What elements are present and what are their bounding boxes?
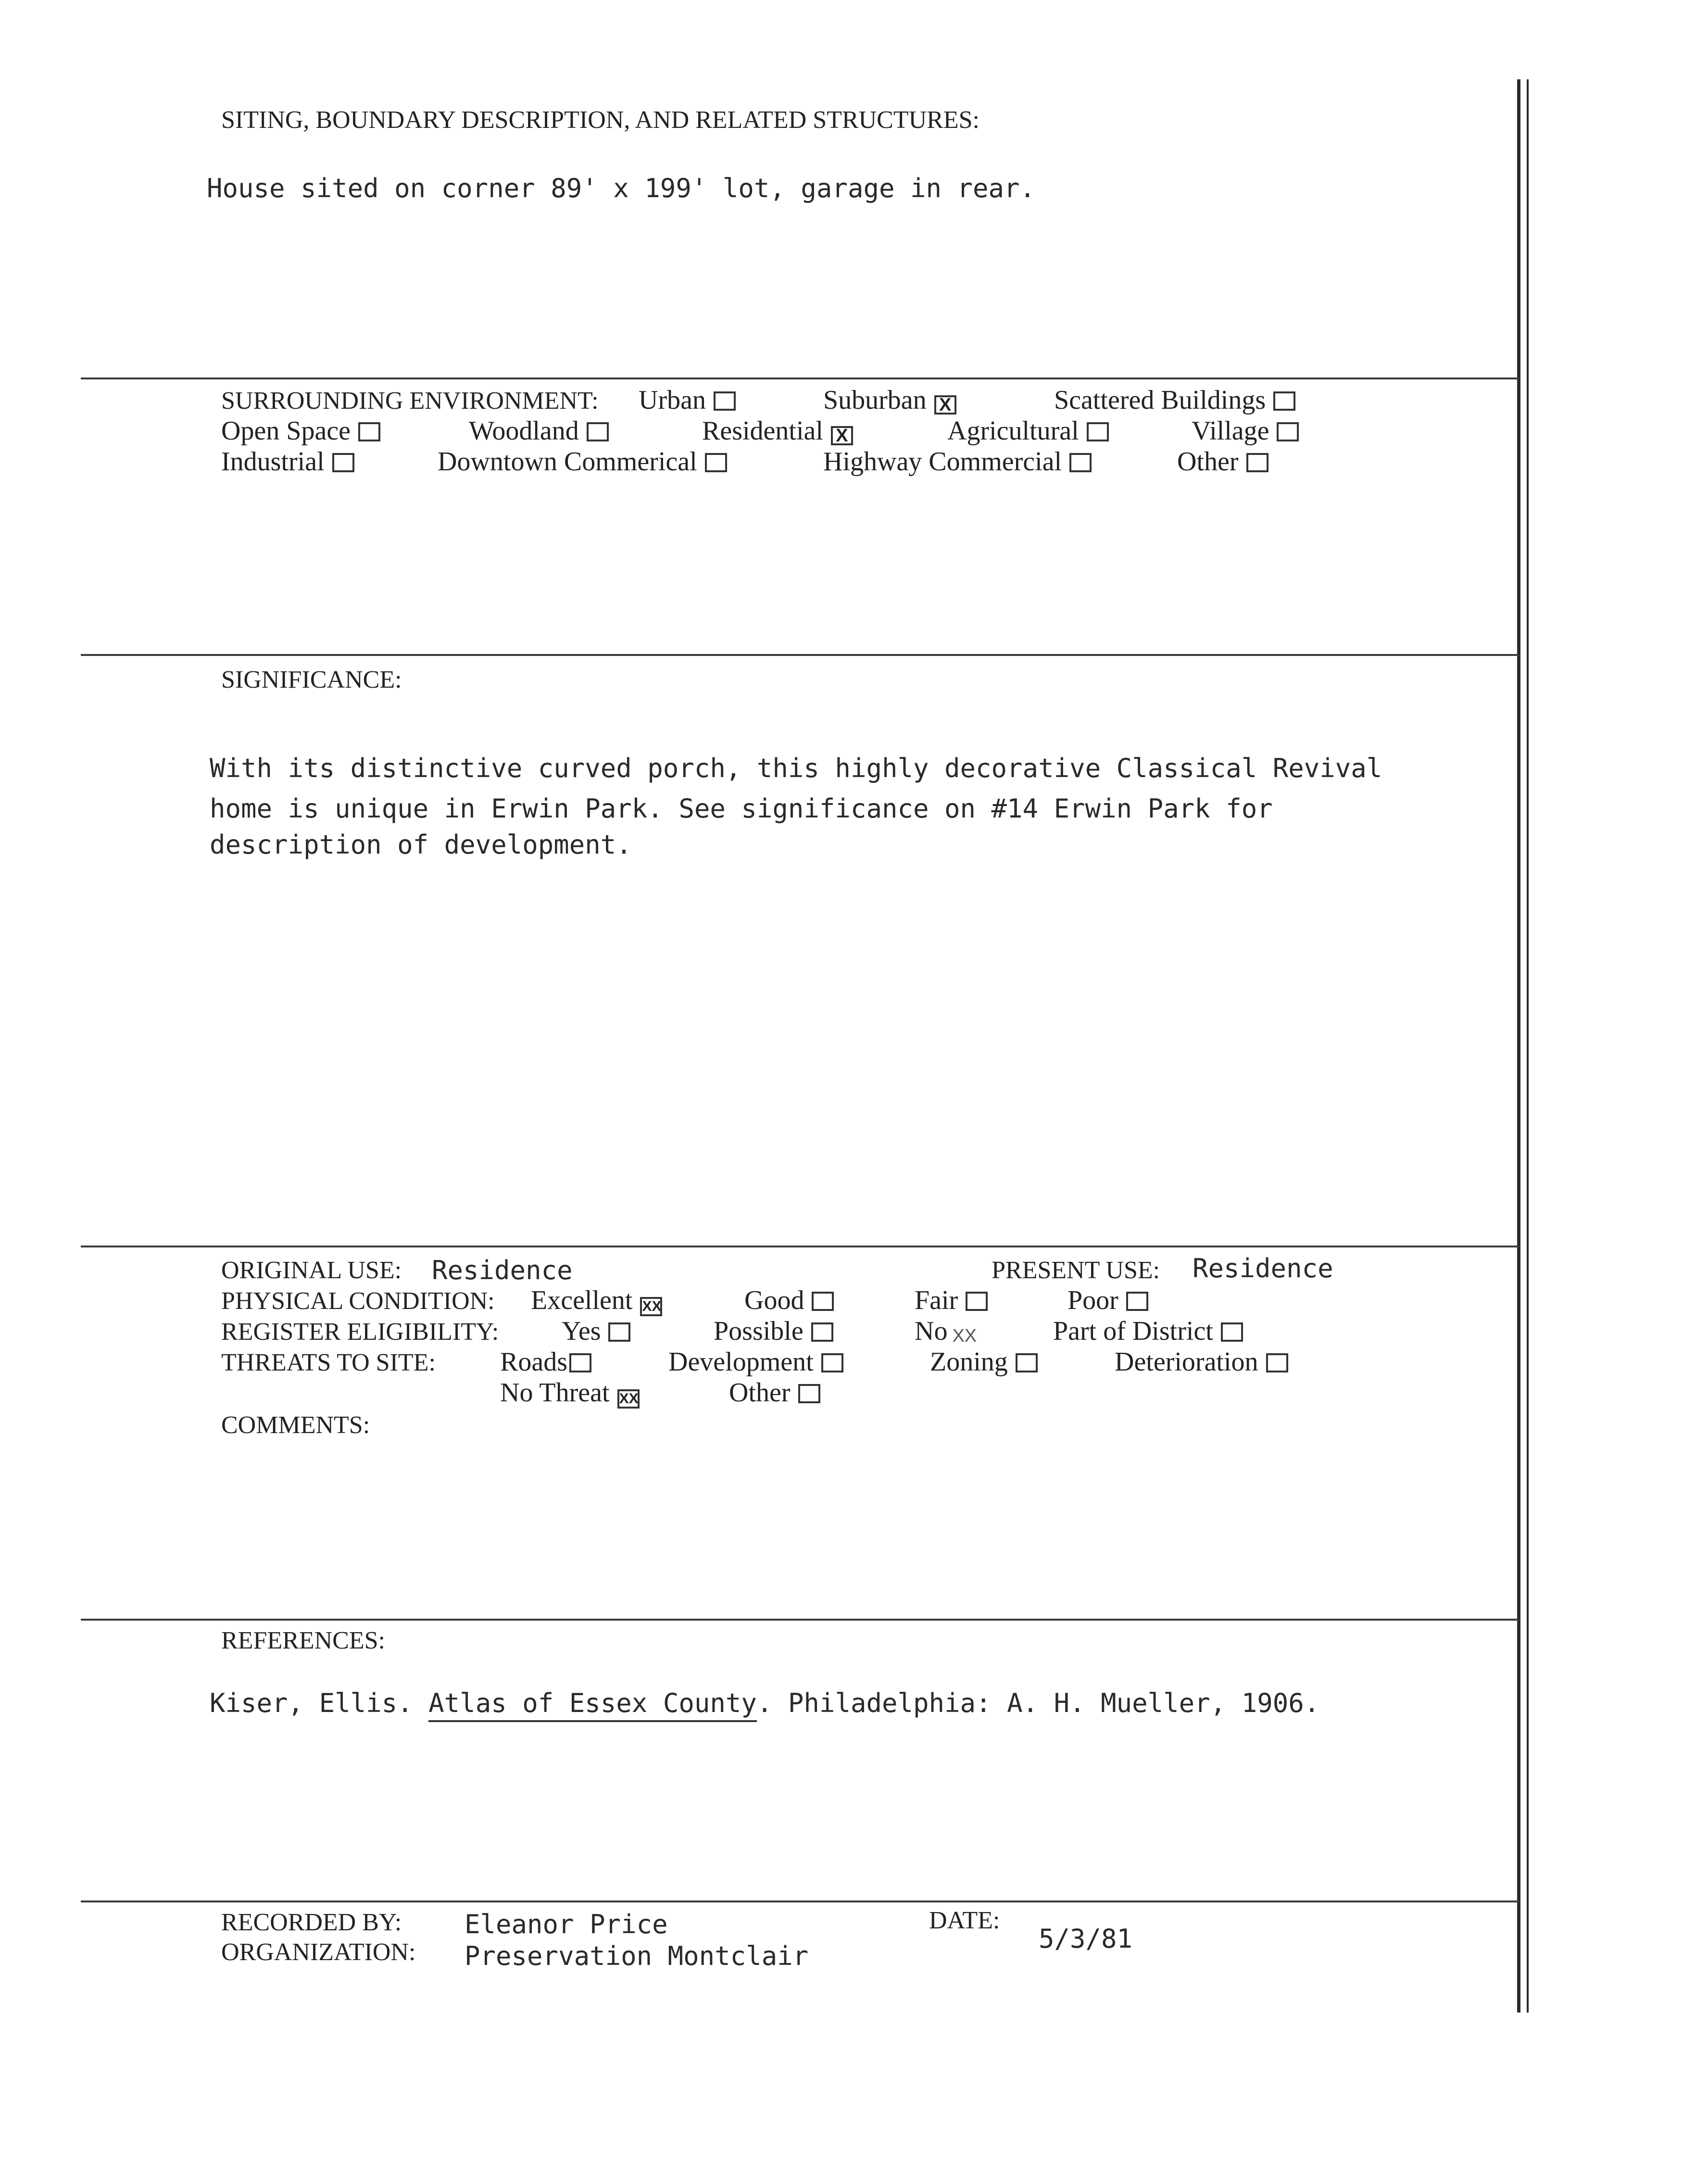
reference-publisher: . Philadelphia: A. H. Mueller, 1906. bbox=[756, 1688, 1320, 1718]
env-option-suburban[interactable]: Suburban X bbox=[823, 385, 956, 415]
reference-entry bbox=[210, 1683, 1319, 1724]
references-heading: REFERENCES: bbox=[221, 1627, 385, 1654]
checkbox[interactable] bbox=[1273, 391, 1295, 411]
present-use-value: Residence bbox=[1193, 1253, 1333, 1284]
significance-line-2: home is unique in Erwin Park. See significance on #14 Erwin Park for bbox=[210, 793, 1273, 824]
siting-heading: SITING, BOUNDARY DESCRIPTION, AND RELATED STRUCTURES: bbox=[221, 106, 980, 134]
eligibility-option-no[interactable]: No XX bbox=[915, 1316, 977, 1347]
env-option-scattered-buildings[interactable]: Scattered Buildings bbox=[1054, 385, 1295, 415]
checkbox[interactable] bbox=[1126, 1292, 1148, 1311]
section-divider bbox=[81, 1619, 1520, 1621]
checkbox[interactable] bbox=[608, 1322, 630, 1342]
env-option-residential[interactable]: Residential X bbox=[702, 415, 853, 446]
threat-option-development[interactable]: Development bbox=[668, 1347, 843, 1377]
eligibility-option-yes[interactable]: Yes bbox=[562, 1316, 630, 1347]
condition-option-fair[interactable]: Fair bbox=[915, 1285, 988, 1316]
checkbox[interactable] bbox=[821, 1353, 843, 1372]
checkbox[interactable] bbox=[966, 1292, 988, 1311]
register-eligibility-label: REGISTER ELIGIBILITY: bbox=[221, 1318, 499, 1346]
recorded-by-value: Eleanor Price bbox=[465, 1909, 668, 1939]
checkbox[interactable] bbox=[1069, 453, 1092, 472]
checkbox[interactable] bbox=[1277, 422, 1299, 441]
checkbox[interactable] bbox=[714, 391, 736, 411]
checkbox[interactable] bbox=[569, 1353, 591, 1372]
env-option-woodland[interactable]: Woodland bbox=[469, 415, 609, 446]
env-option-open-space[interactable]: Open Space bbox=[221, 415, 380, 446]
comments-label: COMMENTS: bbox=[221, 1411, 370, 1439]
section-divider bbox=[81, 654, 1520, 656]
organization-label: ORGANIZATION: bbox=[221, 1938, 416, 1966]
original-use-label: ORIGINAL USE: bbox=[221, 1257, 402, 1284]
date-value: 5/3/81 bbox=[1039, 1924, 1133, 1954]
checkbox[interactable]: X bbox=[831, 426, 853, 445]
checkbox[interactable] bbox=[587, 422, 609, 441]
reference-author: Kiser, Ellis. bbox=[210, 1688, 413, 1718]
checkbox[interactable] bbox=[1266, 1353, 1288, 1372]
env-option-urban[interactable]: Urban bbox=[639, 385, 736, 415]
checkbox[interactable] bbox=[1087, 422, 1109, 441]
condition-option-good[interactable]: Good bbox=[744, 1285, 834, 1316]
checkbox[interactable] bbox=[705, 453, 727, 472]
threats-label: THREATS TO SITE: bbox=[221, 1349, 436, 1376]
organization-value: Preservation Montclair bbox=[465, 1941, 809, 1971]
env-option-downtown-commercial[interactable]: Downtown Commerical bbox=[438, 446, 727, 477]
checkbox[interactable] bbox=[358, 422, 380, 441]
threat-option-roads[interactable]: Roads bbox=[500, 1347, 591, 1377]
checkbox[interactable] bbox=[332, 453, 354, 472]
env-option-highway-commercial[interactable]: Highway Commercial bbox=[823, 446, 1092, 477]
condition-option-excellent[interactable]: Excellent XX bbox=[531, 1285, 662, 1315]
threat-option-no-threat[interactable]: No Threat XX bbox=[500, 1378, 639, 1408]
checkbox[interactable]: XX bbox=[952, 1326, 977, 1346]
threat-option-deterioration[interactable]: Deterioration bbox=[1115, 1347, 1288, 1377]
original-use-value: Residence bbox=[432, 1255, 573, 1285]
checkbox[interactable] bbox=[1221, 1322, 1243, 1342]
condition-option-poor[interactable]: Poor bbox=[1068, 1285, 1148, 1316]
env-option-industrial[interactable]: Industrial bbox=[221, 446, 354, 477]
env-option-other[interactable]: Other bbox=[1177, 446, 1268, 477]
right-border-line-inner bbox=[1527, 79, 1529, 2013]
checkbox[interactable]: XX bbox=[640, 1297, 662, 1316]
present-use-label: PRESENT USE: bbox=[992, 1257, 1160, 1284]
significance-line-3: description of development. bbox=[210, 830, 632, 860]
right-border-line bbox=[1517, 79, 1520, 2013]
threat-option-zoning[interactable]: Zoning bbox=[930, 1347, 1038, 1377]
section-divider bbox=[81, 1246, 1520, 1247]
checkbox[interactable]: XX bbox=[617, 1389, 640, 1409]
section-divider bbox=[81, 378, 1520, 379]
checkbox[interactable] bbox=[811, 1322, 833, 1342]
eligibility-option-possible[interactable]: Possible bbox=[714, 1316, 833, 1347]
date-label: DATE: bbox=[929, 1907, 1000, 1934]
checkbox[interactable]: X bbox=[934, 395, 956, 415]
reference-title: Atlas of Essex County bbox=[428, 1688, 757, 1722]
significance-heading: SIGNIFICANCE: bbox=[221, 666, 402, 693]
recorded-by-label: RECORDED BY: bbox=[221, 1909, 402, 1936]
env-option-agricultural[interactable]: Agricultural bbox=[947, 415, 1109, 446]
physical-condition-label: PHYSICAL CONDITION: bbox=[221, 1287, 495, 1315]
env-option-village[interactable]: Village bbox=[1192, 415, 1299, 446]
threat-option-other[interactable]: Other bbox=[729, 1377, 820, 1408]
significance-line-1: With its distinctive curved porch, this highly decorative Classical Revival bbox=[210, 753, 1382, 783]
section-divider bbox=[81, 1901, 1520, 1902]
eligibility-option-part-of-district[interactable]: Part of District bbox=[1053, 1316, 1243, 1347]
checkbox[interactable] bbox=[1246, 453, 1268, 472]
checkbox[interactable] bbox=[812, 1292, 834, 1311]
siting-text: House sited on corner 89' x 199' lot, garage in rear. bbox=[207, 173, 1036, 203]
environment-heading: SURROUNDING ENVIRONMENT: bbox=[221, 387, 599, 415]
checkbox[interactable] bbox=[798, 1384, 820, 1403]
checkbox[interactable] bbox=[1016, 1353, 1038, 1372]
